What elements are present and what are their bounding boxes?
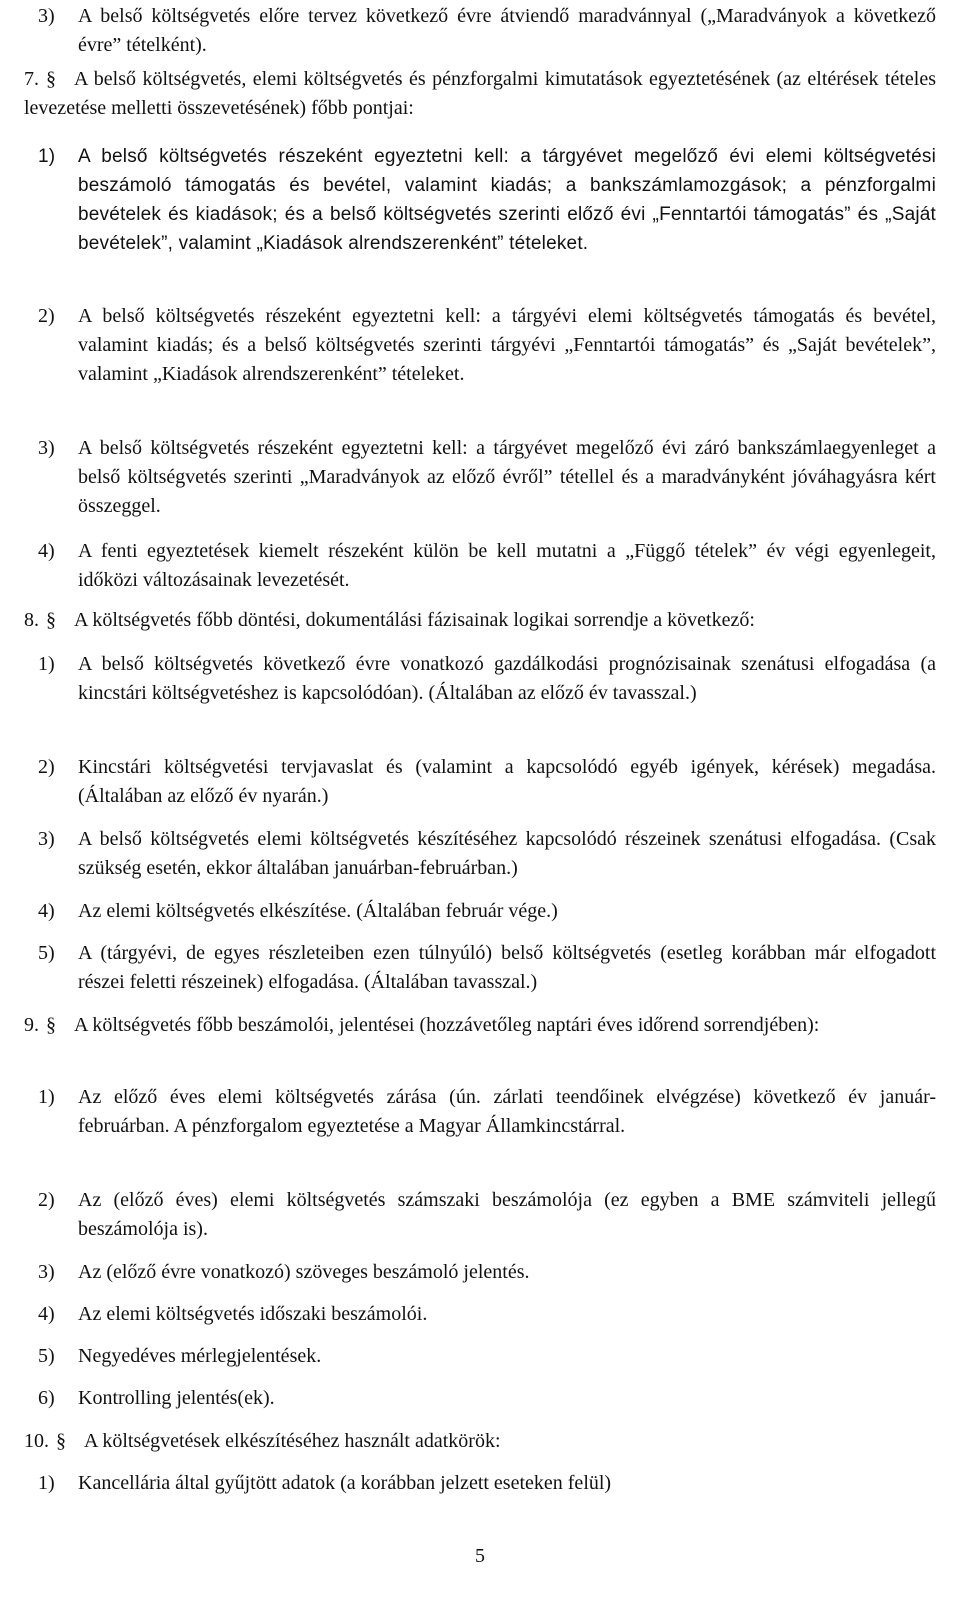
list-item bbox=[38, 1186, 936, 1244]
list-item bbox=[38, 2, 936, 60]
list-item-text: A belső költségvetés részeként egyeztetni kell: a tárgyévet megelőző évi elemi költségvetési beszámoló támogatás és bevétel, valamint kiadás; a bankszámlamozgások; a pénzforgalmi bevételek és kiadások; és a belső költségvetés szerinti előző évi „Fenntartói támogatás” és „Saját bevételek”, valamint „Kiadások alrendszerenként” tételeket. bbox=[78, 146, 936, 254]
section-sign: § bbox=[46, 1014, 56, 1036]
list-item bbox=[38, 1300, 936, 1329]
list-item-number: 3) bbox=[38, 1261, 55, 1283]
list-item-number: 5) bbox=[38, 942, 55, 964]
list-item bbox=[38, 1384, 936, 1413]
list-item bbox=[38, 650, 936, 708]
list-item-number: 1) bbox=[38, 146, 56, 167]
list-item-text: Negyedéves mérlegjelentések. bbox=[78, 1345, 322, 1367]
section-number: 10. bbox=[24, 1430, 49, 1452]
section-text: A költségvetések elkészítéséhez használt adatkörök: bbox=[84, 1430, 501, 1452]
section-sign: § bbox=[56, 1430, 66, 1452]
list-item bbox=[38, 142, 936, 258]
list-item-text: A belső költségvetés részeként egyeztetni kell: a tárgyévet megelőző évi záró bankszámlaegyenleget a belső költségvetés szerinti „Maradványok az előző évről” tétellel és a maradványként jóváhagyásra kért összeggel. bbox=[78, 437, 936, 517]
list-item-text: Kontrolling jelentés(ek). bbox=[78, 1387, 275, 1409]
page-number: 5 bbox=[475, 1545, 485, 1567]
list-item bbox=[38, 897, 936, 926]
list-item-number: 3) bbox=[38, 437, 55, 459]
section-text: A költségvetés főbb döntési, dokumentálási fázisainak logikai sorrendje a következő: bbox=[74, 609, 755, 631]
list-item-number: 3) bbox=[38, 5, 55, 27]
list-item-number: 3) bbox=[38, 828, 55, 850]
list-item-number: 2) bbox=[38, 1189, 55, 1211]
section-paragraph bbox=[24, 65, 936, 123]
list-item-number: 4) bbox=[38, 900, 55, 922]
section-paragraph bbox=[24, 1427, 936, 1456]
list-item bbox=[38, 302, 936, 389]
section-number: 7. bbox=[24, 68, 39, 90]
section-paragraph bbox=[24, 1011, 936, 1040]
list-item-number: 4) bbox=[38, 1303, 55, 1325]
list-item bbox=[38, 1342, 936, 1371]
list-item bbox=[38, 434, 936, 521]
list-item bbox=[38, 1469, 936, 1498]
section-text: A belső költségvetés, elemi költségvetés és pénzforgalmi kimutatások egyeztetésének (az eltérések tételes levezetése melletti összevetésének) főbb pontjai: bbox=[24, 68, 936, 119]
list-item-number: 5) bbox=[38, 1345, 55, 1367]
section-paragraph bbox=[24, 606, 936, 635]
list-item-text: Az (előző éves) elemi költségvetés számszaki beszámolója (ez egyben a BME számviteli jellegű beszámolója is). bbox=[78, 1189, 936, 1240]
section-text: A költségvetés főbb beszámolói, jelentései (hozzávetőleg naptári éves időrend sorrendjében): bbox=[74, 1014, 820, 1036]
list-item-text: A belső költségvetés elemi költségvetés készítéséhez kapcsolódó részeinek szenátusi elfogadása. (Csak szükség esetén, ekkor általában januárban-februárban.) bbox=[78, 828, 936, 879]
list-item-number: 1) bbox=[38, 1472, 55, 1494]
section-sign: § bbox=[46, 68, 56, 90]
list-item-text: Az előző éves elemi költségvetés zárása (ún. zárlati teendőinek elvégzése) következő év január-februárban. A pénzforgalom egyeztetése a Magyar Államkincstárral. bbox=[78, 1086, 936, 1137]
section-number: 9. bbox=[24, 1014, 39, 1036]
list-item bbox=[38, 753, 936, 811]
list-item-number: 2) bbox=[38, 305, 55, 327]
list-item-text: A belső költségvetés részeként egyeztetni kell: a tárgyévi elemi költségvetés támogatás és bevétel, valamint kiadás; és a belső költségvetés szerinti tárgyévi „Fenntartói támogatás” és „Saját bevételek”, valamint „Kiadások alrendszerenként” tételeket. bbox=[78, 305, 936, 385]
list-item-text: Az elemi költségvetés időszaki beszámolói. bbox=[78, 1303, 428, 1325]
list-item-number: 4) bbox=[38, 540, 55, 562]
list-item bbox=[38, 1083, 936, 1141]
list-item bbox=[38, 1258, 936, 1287]
section-number: 8. bbox=[24, 609, 39, 631]
list-item bbox=[38, 825, 936, 883]
list-item-text: A belső költségvetés előre tervez következő évre átviendő maradvánnyal („Maradványok a következő évre” tételként). bbox=[78, 5, 936, 56]
list-item-number: 1) bbox=[38, 1086, 55, 1108]
list-item-text: Az elemi költségvetés elkészítése. (Általában február vége.) bbox=[78, 900, 558, 922]
list-item-text: A (tárgyévi, de egyes részleteiben ezen túlnyúló) belső költségvetés (esetleg korábban már elfogadott részei feletti részeinek) elfogadása. (Általában tavasszal.) bbox=[78, 942, 936, 993]
list-item-text: Kancellária által gyűjtött adatok (a korábban jelzett eseteken felül) bbox=[78, 1472, 612, 1494]
list-item bbox=[38, 537, 936, 595]
list-item-text: A fenti egyeztetések kiemelt részeként külön be kell mutatni a „Függő tételek” év végi egyenlegeit, időközi változásainak levezetését. bbox=[78, 540, 936, 591]
list-item-number: 2) bbox=[38, 756, 55, 778]
list-item-text: Az (előző évre vonatkozó) szöveges beszámoló jelentés. bbox=[78, 1261, 530, 1283]
list-item-number: 6) bbox=[38, 1387, 55, 1409]
list-item bbox=[38, 939, 936, 997]
list-item-text: Kincstári költségvetési tervjavaslat és (valamint a kapcsolódó egyéb igények, kérések) megadása. (Általában az előző év nyarán.) bbox=[78, 756, 936, 807]
list-item-text: A belső költségvetés következő évre vonatkozó gazdálkodási prognózisainak szenátusi elfogadása (a kincstári költségvetéshez is kapcsolódóan). (Általában az előző év tavasszal.) bbox=[78, 653, 936, 704]
list-item-number: 1) bbox=[38, 653, 55, 675]
section-sign: § bbox=[46, 609, 56, 631]
